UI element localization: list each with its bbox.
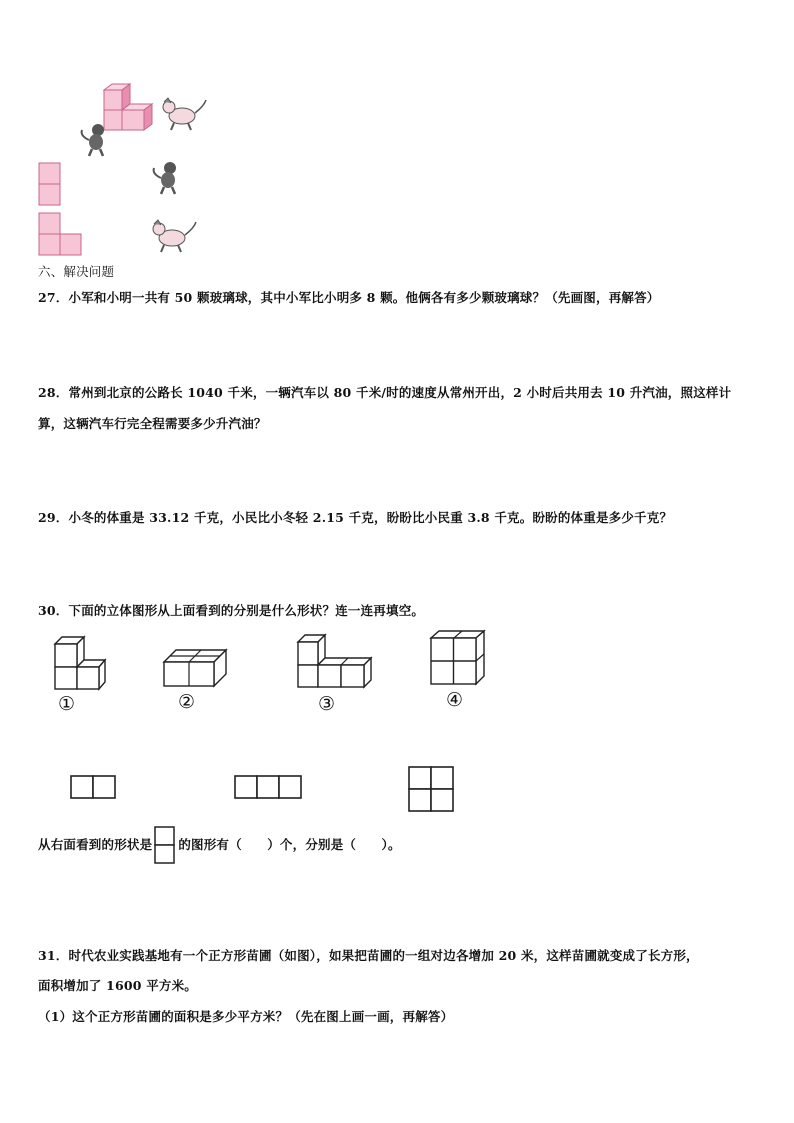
monkey-icon [78,122,114,158]
question-31-sub1: （1）这个正方形苗圃的面积是多少平方米？（先在图上画一画，再解答） [38,1009,454,1024]
solid-figure-1 [52,634,108,692]
question-27: 27．小军和小明一共有 50 颗玻璃球，其中小军比小明多 8 颗。他俩各有多少颗玻璃球？（先画图，再解答） [38,290,660,305]
solid-figure-3 [295,632,375,690]
question-28-line2: 算，这辆汽车行完全程需要多少升汽油？ [38,416,267,431]
top-view-two-squares [70,775,116,799]
section-heading: 六、解决问题 [38,264,115,279]
dog-icon [160,96,210,132]
fill-prefix: 从右面看到的形状是 [38,837,153,852]
right-view-shape [154,826,176,864]
fill-middle: 的图形有（ ）个，分别是（ ）。 [178,837,401,852]
view-shape-vertical [38,162,62,206]
dog-icon [150,218,200,254]
question-31-line1: 31．时代农业实践基地有一个正方形苗圃（如图），如果把苗圃的一组对边各增加 20 米，这样苗圃就变成了长方形， [38,948,699,963]
solid-figure-4 [428,628,488,688]
view-shape-l [38,212,84,256]
label-1: ① [58,693,76,715]
solid-figure-2 [160,644,230,690]
question-31-line2: 面积增加了 1600 平方米。 [38,978,197,993]
top-view-four-squares [408,766,454,812]
monkey-icon [150,160,186,196]
question-29: 29．小冬的体重是 33.12 千克，小民比小冬轻 2.15 千克，盼盼比小民重 3.8 千克。盼盼的体重是多少千克？ [38,510,673,525]
question-30-fill [38,826,401,864]
question-30: 30．下面的立体图形从上面看到的分别是什么形状？连一连再填空。 [38,603,425,618]
label-2: ② [178,691,196,713]
label-3: ③ [318,693,336,715]
top-view-three-squares [234,775,302,799]
question-28-line1: 28．常州到北京的公路长 1040 千米，一辆汽车以 80 千米/时的速度从常州开出，2 小时后共用去 10 升汽油，照这样计 [38,385,732,400]
label-4: ④ [446,689,464,711]
